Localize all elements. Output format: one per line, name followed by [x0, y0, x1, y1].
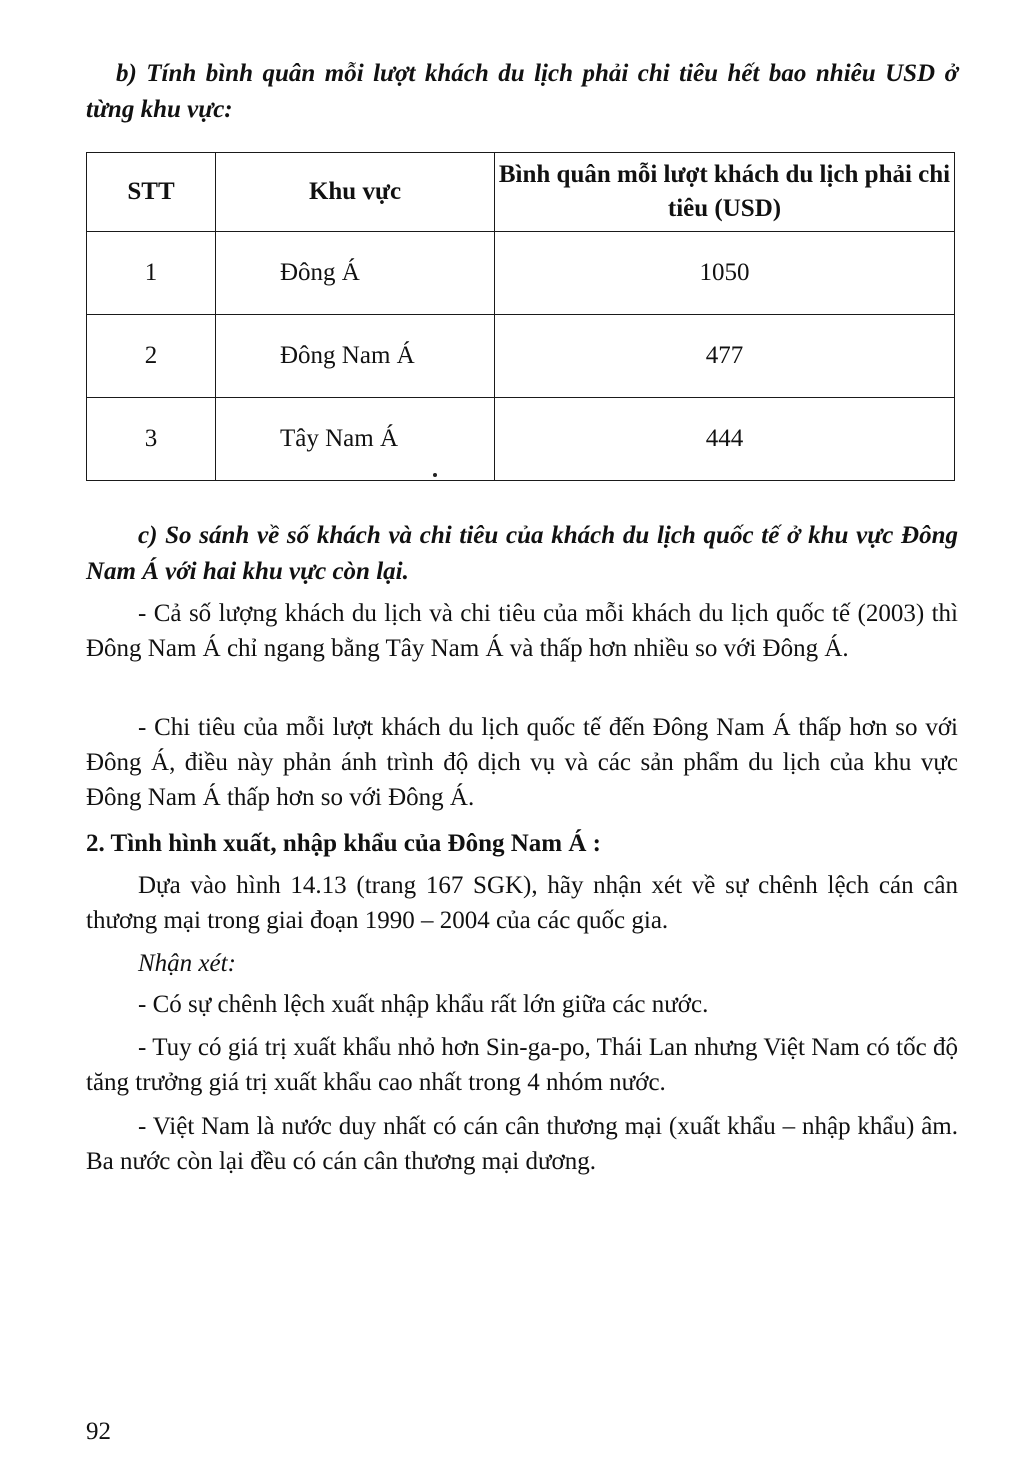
table-header-row: [87, 153, 955, 232]
cell-region-text: Đông Nam Á: [280, 342, 415, 369]
header-region: Khu vực: [216, 153, 495, 232]
spending-table: [86, 152, 955, 481]
cell-stt: 3: [87, 398, 216, 481]
page-number: 92: [86, 1418, 111, 1445]
note-label: Nhận xét:: [138, 950, 236, 977]
cell-region-text: Tây Nam Á: [280, 425, 399, 452]
paragraph-comparison-2: - Chi tiêu của mỗi lượt khách du lịch quốc tế đến Đông Nam Á thấp hơn so với Đông Á, điều này phản ánh trình độ dịch vụ và các sản phẩm du lịch của khu vực Đông Nam Á thấp hơn so với Đông Á.: [86, 714, 958, 811]
section-c-heading: c) So sánh về số khách và chi tiêu của khách du lịch quốc tế ở khu vực Đông Nam Á với hai khu vực còn lại.: [86, 522, 958, 585]
cell-region: [216, 398, 495, 481]
note-item-2: - Tuy có giá trị xuất khẩu nhỏ hơn Sin-ga-po, Thái Lan nhưng Việt Nam có tốc độ tăng trưởng giá trị xuất khẩu cao nhất trong 4 nhóm nước.: [86, 1034, 958, 1096]
cell-spending: 444: [495, 398, 955, 481]
note-item-3: - Việt Nam là nước duy nhất có cán cân thương mại (xuất khẩu – nhập khẩu) âm. Ba nước còn lại đều có cán cân thương mại dương.: [86, 1113, 958, 1175]
table-row: [87, 232, 955, 315]
cell-region-text: Đông Á: [280, 259, 360, 286]
cell-region: [216, 315, 495, 398]
paragraph-comparison-1: - Cả số lượng khách du lịch và chi tiêu của mỗi khách du lịch quốc tế (2003) thì Đông Nam Á chỉ ngang bằng Tây Nam Á và thấp hơn nhiều so với Đông Á.: [86, 600, 958, 662]
cell-spending: 1050: [495, 232, 955, 315]
cell-region: [216, 232, 495, 315]
stray-dot: [433, 473, 437, 477]
header-stt: STT: [87, 153, 216, 232]
cell-spending: 477: [495, 315, 955, 398]
note-item-1: - Có sự chênh lệch xuất nhập khẩu rất lớn giữa các nước.: [138, 991, 709, 1018]
table-row: [87, 315, 955, 398]
section-2-heading: 2. Tình hình xuất, nhập khẩu của Đông Nam Á :: [86, 830, 602, 857]
section-2-intro: Dựa vào hình 14.13 (trang 167 SGK), hãy nhận xét về sự chênh lệch cán cân thương mại trong giai đoạn 1990 – 2004 của các quốc gia.: [86, 872, 958, 934]
section-b-heading: b) Tính bình quân mỗi lượt khách du lịch phải chi tiêu hết bao nhiêu USD ở từng khu vực:: [86, 60, 958, 123]
cell-stt: 1: [87, 232, 216, 315]
table-row: [87, 398, 955, 481]
cell-stt: 2: [87, 315, 216, 398]
header-spending: Bình quân mỗi lượt khách du lịch phải chi tiêu (USD): [495, 153, 955, 232]
